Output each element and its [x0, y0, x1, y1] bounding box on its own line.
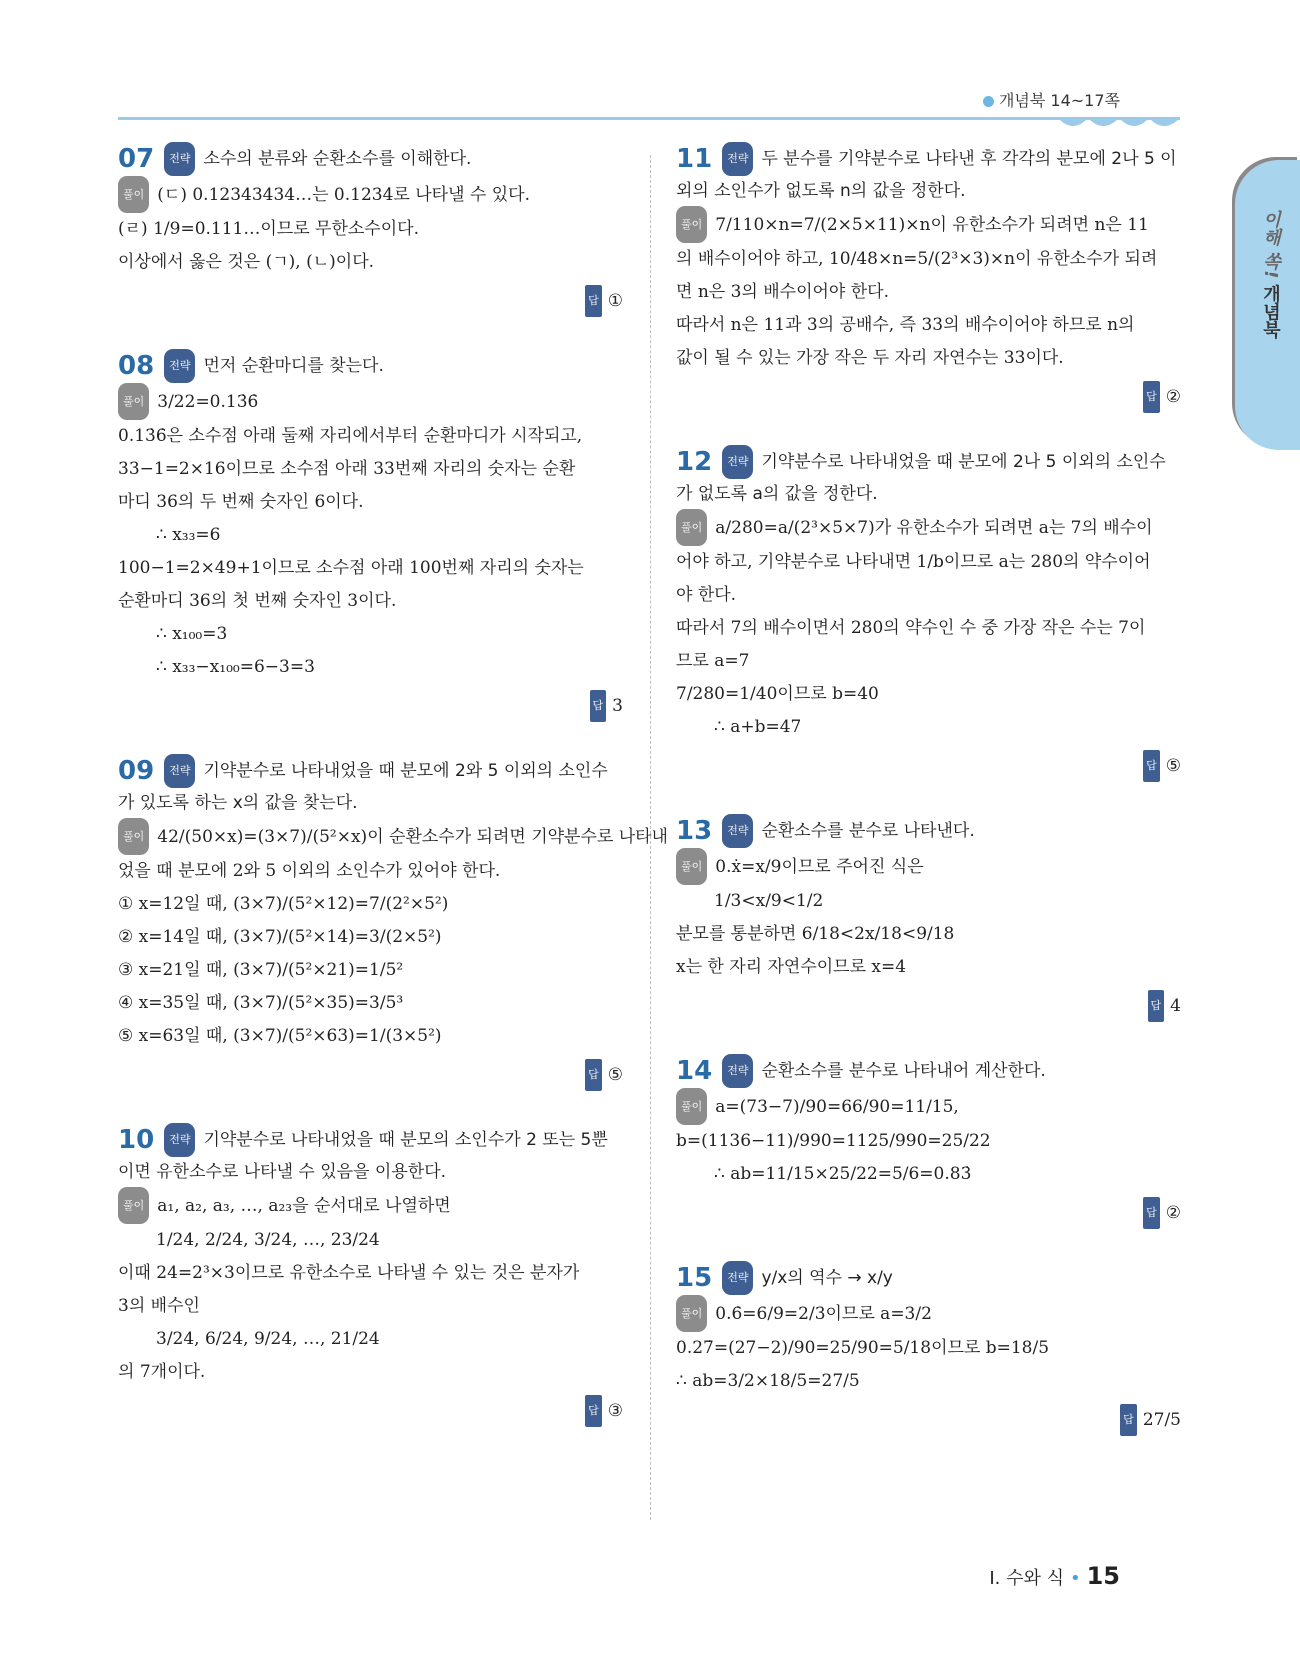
solution-text: 따라서 n은 11과 3의 공배수, 즉 33의 배수이어야 하므로 n의 [676, 315, 1135, 335]
solution-line [118, 987, 623, 1020]
strategy-text: 두 분수를 기약분수로 나타낸 후 각각의 분모에 2나 5 이외의 소인수가 없도록 n의 값을 정한다. [676, 149, 1177, 201]
solution-text: 0.27̇=(27−2)/90=25/90=5/18이므로 b=18/5 [676, 1338, 1050, 1358]
answer-icon: 답 [1143, 1197, 1160, 1229]
solution-text: a₁, a₂, a₃, …, a₂₃을 순서대로 나열하면 [157, 1196, 451, 1216]
solution-text: 이때 24=2³×3이므로 유한소수로 나타낼 수 있는 것은 분자가 [118, 1263, 580, 1283]
answer [676, 381, 1181, 413]
solution-line [676, 885, 1181, 918]
solution-line [118, 383, 623, 420]
header-rule [118, 117, 1180, 120]
solution-line [676, 309, 1181, 342]
solution-line [676, 1158, 1181, 1191]
solution-line [676, 1332, 1181, 1365]
solution-line [118, 246, 623, 279]
solution-line [118, 618, 623, 651]
problem-15 [676, 1261, 1181, 1436]
answer [118, 285, 623, 317]
solution-text: 0.ẋ=x/9이므로 주어진 식은 [715, 857, 924, 877]
solution-text: ∴ a+b=47 [714, 717, 802, 737]
strategy-badge: 전략 [722, 445, 753, 479]
solution-line [676, 848, 1181, 885]
answer-value: ⑤ [607, 1065, 623, 1085]
footer-section: Ⅰ. 수와 식 [989, 1568, 1064, 1589]
solution-text: 따라서 7의 배수이면서 280의 약수인 수 중 가장 작은 수는 7이 [676, 618, 1146, 638]
problem-11 [676, 142, 1181, 413]
strategy-badge: 전략 [164, 1123, 195, 1157]
solution-line [118, 888, 623, 921]
solution-text: 순환마디 36의 첫 번째 숫자인 3이다. [118, 591, 397, 611]
side-tab [1235, 160, 1300, 450]
solution-text: x는 한 자리 자연수이므로 x=4 [676, 957, 907, 977]
solution-text: 33−1=2×16이므로 소수점 아래 33번째 자리의 숫자는 순환 [118, 459, 576, 479]
solution-text: 야 한다. [676, 585, 737, 605]
problem-number: 11 [676, 144, 713, 174]
problem-08 [118, 349, 623, 722]
answer [118, 1059, 623, 1091]
solution-text: (ㄹ) 1/9=0.111…이므로 무한소수이다. [118, 219, 419, 239]
problem-header [118, 142, 623, 176]
problem-header [676, 445, 1181, 509]
solution-line [118, 855, 623, 888]
solution-line [118, 486, 623, 519]
solution-line [676, 509, 1181, 546]
solution-line [118, 954, 623, 987]
solution-text: a=(73−7)/90=66/90=11/15, [715, 1097, 959, 1117]
solution-line [676, 1088, 1181, 1125]
answer-icon: 답 [590, 690, 607, 722]
solution-line [118, 1257, 623, 1290]
strategy-badge: 전략 [164, 754, 195, 788]
problem-header [676, 1261, 1181, 1295]
answer-icon: 답 [1143, 750, 1160, 782]
answer-value: ② [1165, 1203, 1181, 1223]
page-footer [989, 1562, 1120, 1590]
problem-header [118, 754, 623, 818]
answer-icon: 답 [1148, 990, 1165, 1022]
solution-line [676, 645, 1181, 678]
solution-badge: 풀이 [118, 383, 149, 420]
solution-line [676, 918, 1181, 951]
solution-line [676, 1125, 1181, 1158]
solution-text: 7/280=1/40이므로 b=40 [676, 684, 879, 704]
answer-icon: 답 [585, 285, 602, 317]
solution-text: ∴ x₃₃=6 [156, 525, 221, 545]
problem-number: 14 [676, 1056, 713, 1086]
solution-line [676, 678, 1181, 711]
answer-value: 27/5 [1142, 1410, 1181, 1430]
solution-text: 3의 배수인 [118, 1296, 200, 1316]
solution-line [118, 921, 623, 954]
problem-number: 09 [118, 756, 155, 786]
solution-badge: 풀이 [676, 848, 707, 885]
solution-text: 의 7개이다. [118, 1362, 206, 1382]
solution-line [118, 585, 623, 618]
solution-line [676, 951, 1181, 984]
right-column [676, 142, 1181, 1468]
solution-text: b=(1136−11)/990=1125/990=25/22 [676, 1131, 991, 1151]
solution-line [118, 1323, 623, 1356]
solution-line [676, 276, 1181, 309]
solution-text: ③ x=21일 때, (3×7)/(5²×21)=1/5² [118, 960, 404, 980]
solution-text: 3/22=0.13̇6̇ [157, 392, 259, 412]
solution-badge: 풀이 [676, 1295, 707, 1332]
solution-text: 값이 될 수 있는 가장 작은 두 자리 자연수는 33이다. [676, 348, 1064, 368]
solution-line [676, 342, 1181, 375]
bullet-dot-icon [983, 96, 994, 107]
solution-text: a/280=a/(2³×5×7)가 유한소수가 되려면 a는 7의 배수이 [715, 518, 1153, 538]
solution-badge: 풀이 [676, 1088, 707, 1125]
answer-value: 3 [612, 696, 623, 716]
answer-icon: 답 [1143, 381, 1160, 413]
solution-text: 1/24, 2/24, 3/24, …, 23/24 [156, 1230, 380, 1250]
strategy-text: 순환소수를 분수로 나타내어 계산한다. [761, 1061, 1046, 1081]
solution-line [118, 552, 623, 585]
strategy-badge: 전략 [722, 1261, 753, 1295]
answer [676, 1404, 1181, 1436]
strategy-text: 소수의 분류와 순환소수를 이해한다. [203, 149, 472, 169]
solution-text: 7/110×n=7/(2×5×11)×n이 유한소수가 되려면 n은 11 [715, 215, 1149, 235]
answer [118, 690, 623, 722]
problem-number: 08 [118, 351, 155, 381]
solution-text: 0.13̇6̇은 소수점 아래 둘째 자리에서부터 순환마디가 시작되고, [118, 426, 583, 446]
strategy-text: 기약분수로 나타내었을 때 분모에 2와 5 이외의 소인수가 있도록 하는 x의 값을 찾는다. [118, 761, 608, 813]
problem-14 [676, 1054, 1181, 1229]
solution-line [676, 243, 1181, 276]
strategy-badge: 전략 [164, 142, 195, 176]
solution-line [118, 453, 623, 486]
side-tab-brand: 이해 쏙! [1260, 210, 1281, 279]
solution-line [118, 1290, 623, 1323]
answer [118, 1395, 623, 1427]
solution-text: ① x=12일 때, (3×7)/(5²×12)=7/(2²×5²) [118, 894, 449, 914]
strategy-badge: 전략 [722, 1054, 753, 1088]
solution-line [118, 519, 623, 552]
solution-badge: 풀이 [676, 206, 707, 243]
problem-12 [676, 445, 1181, 782]
solution-text: 의 배수이어야 하고, 10/48×n=5/(2³×3)×n이 유한소수가 되려 [676, 249, 1158, 269]
solution-text: ∴ x₃₃−x₁₀₀=6−3=3 [156, 657, 315, 677]
strategy-text: 기약분수로 나타내었을 때 분모에 2나 5 이외의 소인수가 없도록 a의 값을 정한다. [676, 452, 1166, 504]
solution-text: 어야 하고, 기약분수로 나타내면 1/b이므로 a는 280의 약수이어 [676, 552, 1151, 572]
left-column [118, 142, 668, 1459]
solution-badge: 풀이 [118, 818, 149, 855]
page-reference: 개념북 14~17쪽 [983, 88, 1120, 111]
answer-icon: 답 [585, 1395, 602, 1427]
solution-badge: 풀이 [118, 176, 149, 213]
problem-07 [118, 142, 623, 317]
solution-line [118, 213, 623, 246]
answer-icon: 답 [1120, 1404, 1137, 1436]
solution-text: 었을 때 분모에 2와 5 이외의 소인수가 있어야 한다. [118, 861, 501, 881]
solution-text: ∴ x₁₀₀=3 [156, 624, 228, 644]
solution-line [676, 579, 1181, 612]
problem-number: 12 [676, 447, 713, 477]
strategy-badge: 전략 [164, 349, 195, 383]
strategy-text: 순환소수를 분수로 나타낸다. [761, 821, 975, 841]
strategy-text: 먼저 순환마디를 찾는다. [203, 356, 384, 376]
solution-line [118, 1187, 623, 1224]
solution-line [676, 711, 1181, 744]
problem-10 [118, 1123, 623, 1427]
solution-line [118, 1224, 623, 1257]
problem-header [118, 1123, 623, 1187]
problem-number: 15 [676, 1263, 713, 1293]
problem-header [118, 349, 623, 383]
problem-13 [676, 814, 1181, 1022]
solution-line [676, 206, 1181, 243]
answer [676, 1197, 1181, 1229]
side-tab-label: 개념북 [1260, 284, 1281, 339]
footer-bullet-icon: • [1069, 1568, 1081, 1589]
solution-text: 100−1=2×49+1이므로 소수점 아래 100번째 자리의 숫자는 [118, 558, 584, 578]
solution-text: 42/(50×x)=(3×7)/(5²×x)이 순환소수가 되려면 기약분수로 나타내 [157, 827, 668, 847]
solution-text: 마디 36의 두 번째 숫자인 6이다. [118, 492, 364, 512]
strategy-text: 기약분수로 나타내었을 때 분모의 소인수가 2 또는 5뿐이면 유한소수로 나타낼 수 있음을 이용한다. [118, 1130, 608, 1182]
solution-text: 0.6̇=6/9=2/3이므로 a=3/2 [715, 1304, 932, 1324]
solution-badge: 풀이 [676, 509, 707, 546]
solution-text: ④ x=35일 때, (3×7)/(5²×35)=3/5³ [118, 993, 404, 1013]
solution-text: ∴ ab=3/2×18/5=27/5 [676, 1371, 860, 1391]
wave-decoration-icon [1058, 118, 1180, 134]
solution-line [676, 1365, 1181, 1398]
answer-value: 4 [1170, 996, 1181, 1016]
problem-09 [118, 754, 668, 1091]
solution-text: 분모를 통분하면 6/18<2x/18<9/18 [676, 924, 955, 944]
solution-text: ② x=14일 때, (3×7)/(5²×14)=3/(2×5²) [118, 927, 442, 947]
solution-line [118, 176, 623, 213]
solution-text: 3/24, 6/24, 9/24, …, 21/24 [156, 1329, 380, 1349]
answer-value: ③ [607, 1401, 623, 1421]
page-number: 15 [1086, 1562, 1120, 1590]
solution-line [676, 546, 1181, 579]
problem-header [676, 142, 1181, 206]
solution-line [118, 420, 623, 453]
solution-line [676, 1295, 1181, 1332]
solution-line [118, 1020, 623, 1053]
problem-number: 07 [118, 144, 155, 174]
problem-header [676, 1054, 1181, 1088]
problem-number: 10 [118, 1125, 155, 1155]
strategy-badge: 전략 [722, 814, 753, 848]
problem-header [676, 814, 1181, 848]
solution-line [676, 612, 1181, 645]
solution-text: (ㄷ) 0.12343434…는 0.1234̇로 나타낼 수 있다. [157, 185, 530, 205]
strategy-badge: 전략 [722, 142, 753, 176]
answer-icon: 답 [585, 1059, 602, 1091]
answer-value: ⑤ [1165, 756, 1181, 776]
answer-value: ② [1165, 387, 1181, 407]
solution-text: 이상에서 옳은 것은 (ㄱ), (ㄴ)이다. [118, 252, 375, 272]
solution-badge: 풀이 [118, 1187, 149, 1224]
problem-number: 13 [676, 816, 713, 846]
solution-text: ⑤ x=63일 때, (3×7)/(5²×63)=1/(3×5²) [118, 1026, 442, 1046]
solution-text: ∴ ab=11/15×25/22=5/6=0.83̇ [714, 1164, 972, 1184]
answer-value: ① [607, 291, 623, 311]
answer [676, 750, 1181, 782]
strategy-text: y/x의 역수 → x/y [761, 1268, 893, 1288]
solution-text: 므로 a=7 [676, 651, 750, 671]
solution-line [118, 818, 668, 855]
solution-line [118, 1356, 623, 1389]
solution-text: 1/3<x/9<1/2 [714, 891, 824, 911]
solution-text: 면 n은 3의 배수이어야 한다. [676, 282, 890, 302]
solution-line [118, 651, 623, 684]
answer [676, 990, 1181, 1022]
